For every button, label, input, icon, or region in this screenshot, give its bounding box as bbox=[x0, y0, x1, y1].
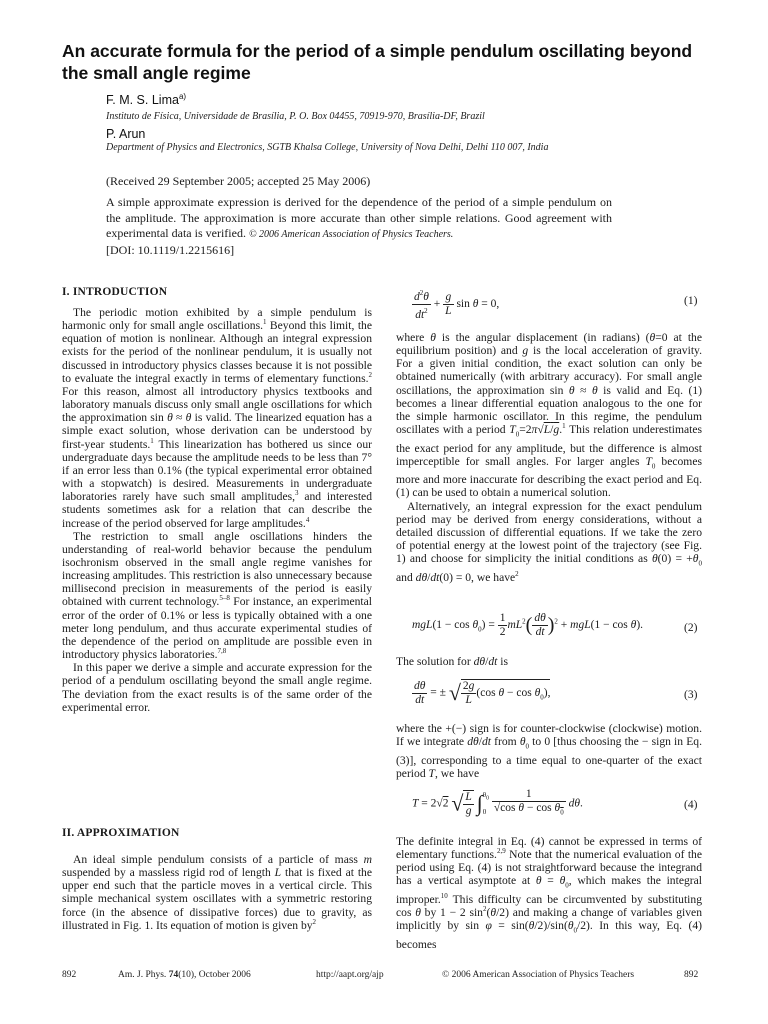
right-column-text-1 bbox=[396, 331, 702, 584]
author-name: P. Arun bbox=[106, 127, 146, 141]
fraction: $\frac{d^2\theta}{dt^2}$ bbox=[414, 289, 429, 321]
section-heading-introduction: I. INTRODUCTION bbox=[62, 286, 168, 298]
paragraph: The periodic motion exhibited by a simple pendulum is harmonic only for small angle oscillations.$^1$ Beyond this limit, the equation of motion is nonlinear. Although an integral expression exists for the period of the nonlinear pendulum, it is usually not discussed in introductory physics classes because it is not possible to evaluate the integral exactly in terms of elementary functions.$^2$ For this reason, almost all introductory physics textbooks and laboratory manuals discuss only small angle oscillations for which the approximation sin θ ≈ θ is valid. The linearized equation has a simple exact solution, whose derivation can be understood by first-year students.$^1$ This linearization has bothered us since our undergraduate days because the amplitude needs to be less than 7° if an error less than 0.1% (the typical experimental error obtained with a stopwatch) is desired. Measurements in undergraduate laboratories rarely have such small amplitudes,$^3$ and interested students sometimes ask for a relation that can describe the increase of the period observed for large amplitudes.$^4$ bbox=[62, 306, 372, 530]
equation-2: $mgL(1 - \cos \theta_0)$ = $\frac{1}{2}$ $mL^2$( $\frac{d\theta}{dt}$ )$^2$ + mgL(1 − cos θ). bbox=[412, 612, 644, 638]
journal-url[interactable]: http://aapt.org/ajp bbox=[316, 970, 384, 980]
fraction: $\frac{1}{2}$ bbox=[499, 612, 506, 638]
approximation-body bbox=[62, 853, 372, 932]
doi: [DOI: 10.1119/1.2215616] bbox=[106, 242, 235, 257]
equation-1: $\frac{d^2\theta}{dt^2}$ + $\frac{g}{L}$ sin θ = 0, bbox=[414, 289, 500, 321]
paragraph: The definite integral in Eq. (4) cannot be expressed in terms of elementary functions.$^{2,9}$ Note that the numerical evaluation of the period using Eq. (4) is not straightforward because the integrand has a vertical asymptote at $\theta = \theta_0$, which makes the integral improper.$^{10}$ This difficulty can be circumvented by substituting cos θ by 1 − 2 $\sin^2(\theta/2)$ and making a change of variables given implicitly by $\sin \varphi = \sin(\theta/2)/\sin(\theta_0/2)$. In this way, Eq. (4) becomes bbox=[396, 835, 703, 951]
paragraph: where the +(−) sign is for counter-clockwise (clockwise) motion. If we integrate dθ/dt from $\theta_0$ to 0 [thus choosing the − sign in Eq. (3)], corresponding to a time equal to one-quarter of the exact period T, we have bbox=[396, 722, 702, 780]
fraction: $\frac{d\theta}{dt}$ bbox=[534, 612, 546, 638]
paragraph: An ideal simple pendulum consists of a particle of mass m suspended by a massless rigid rod of length L that is fixed at the upper end such that the particle moves in a vertical circle. This simple mechanical system oscillates with a symmetric restoring force (in the absence of dissipative forces) due to gravity, as illustrated in Fig. 1. Its equation of motion is given $by^2$ bbox=[62, 853, 373, 932]
abstract-copyright: © 2006 American Association of Physics Teachers. bbox=[248, 229, 454, 240]
page-number-left: 892 bbox=[62, 970, 77, 980]
journal-citation bbox=[118, 970, 251, 980]
equation-3: $\frac{d\theta}{dt}$ = ± √ $\frac{2g}{L}$ (cos $\theta - \cos \theta_0$), bbox=[414, 679, 551, 706]
affiliation-arun: Department of Physics and Electronics, SGTB Khalsa College, University of Nova Delhi, Delhi 110 007, India bbox=[106, 142, 549, 153]
fraction: $\frac{2g}{L}$ bbox=[462, 680, 475, 706]
paper-title: An accurate formula for the period of a simple pendulum oscillating beyond the small angle regime bbox=[62, 41, 693, 83]
right-column-text-2 bbox=[396, 655, 702, 668]
abstract-text: A simple approximate expression is derived for the dependence of the period of a simple pendulum on the amplitude. The approximation is more accurate than other simple relations. Good agreement with experimental data is verified. bbox=[106, 195, 612, 240]
affiliation-lima: Instituto de Física, Universidade de Brasília, P. O. Box 04455, 70919-970, Brasília-DF, Brazil bbox=[106, 111, 485, 122]
equation-number: (1) bbox=[684, 295, 698, 307]
fraction: $\frac{L}{g}$ bbox=[465, 790, 472, 817]
fraction: $\frac{d\theta}{dt}$ bbox=[414, 679, 426, 706]
page-number-right: 892 bbox=[684, 970, 699, 980]
equation-number: (3) bbox=[684, 689, 698, 701]
section-heading-approximation: II. APPROXIMATION bbox=[62, 827, 180, 839]
fraction: $\frac{1}{√\cos \theta - \cos \theta_0}$ bbox=[493, 788, 564, 817]
introduction-body bbox=[62, 306, 372, 714]
fraction: $\frac{g}{L}$ bbox=[445, 290, 452, 317]
paragraph: The restriction to small angle oscillations hinders the understanding of real-world behavior because the pendulum isochronism observed in the small angle regime vanishes for increasing amplitudes. This restriction is also unnecessary because millisecond precision in measurements of the period is easily obtained with current technology.$^{5-8}$ For instance, an experimental error of the order of 0.1% or less is typically obtained with a one meter long pendulum, and thus accurate experimental studies of the dependence of the period on amplitude are possible even in introductory physics laboratories.$^{7,8}$ bbox=[62, 529, 373, 662]
paragraph: where θ is the angular displacement (in radians) (θ=0 at the equilibrium position) and g is the local acceleration of gravity. For a given initial condition, the exact solution can only be obtained numerically (with arbitrary accuracy). For small angle oscillations, the approximation sin θ ≈ θ is valid and Eq. (1) becomes a linear differential equation analogous to the one for the simple harmonic oscillator. In this regime, the pendulum oscillates with a period $T_0=2\pi√L/g.^1$ This relation underestimates the exact period for any amplitude, but the difference is almost imperceptible for small angles. For larger angles $T_0$ becomes more and more inaccurate for describing the exact period and Eq. (1) can be used to obtain a numerical solution. bbox=[396, 331, 702, 500]
author-footnote-mark: a) bbox=[178, 92, 187, 101]
journal-name: Am. J. Phys. bbox=[118, 970, 167, 980]
journal-issue: (10), October 2006 bbox=[178, 970, 251, 980]
abstract bbox=[106, 195, 612, 258]
paragraph: In this paper we derive a simple and accurate expression for the period of a pendulum oscillating beyond the small angle regime. The deviation from the exact results is of the same order of the experimental error. bbox=[62, 661, 372, 714]
right-column-text-4 bbox=[396, 835, 702, 951]
received-dates: (Received 29 September 2005; accepted 25 May 2006) bbox=[106, 174, 371, 188]
author-name: F. M. S. Lima bbox=[106, 93, 179, 108]
paragraph: The solution for dθ/dt is bbox=[396, 655, 509, 668]
equation-number: (4) bbox=[684, 799, 698, 811]
equation-4: T = 2√2 √ $\frac{L}{g}$ $\int\theta_0$ 0 $\frac{1}{√\cos \theta - \cos \theta_0}$ dθ. bbox=[412, 788, 583, 819]
journal-volume: 74 bbox=[168, 970, 179, 980]
paragraph: Alternatively, an integral expression for the exact pendulum period may be derived from energy considerations, without a detailed discussion of differential equations. If we take the zero of potential energy at the lowest point of the trajectory (see Fig. 1) and choose for simplicity the initial conditions as $\theta(0) = +\theta_0$ and dθ/dt(0) = 0, we have$^2$ bbox=[396, 499, 702, 584]
author-lima bbox=[106, 92, 186, 107]
equation-number: (2) bbox=[684, 622, 698, 634]
author-arun bbox=[106, 127, 145, 141]
footer-copyright: © 2006 American Association of Physics Teachers bbox=[442, 970, 635, 980]
right-column-text-3 bbox=[396, 722, 702, 780]
